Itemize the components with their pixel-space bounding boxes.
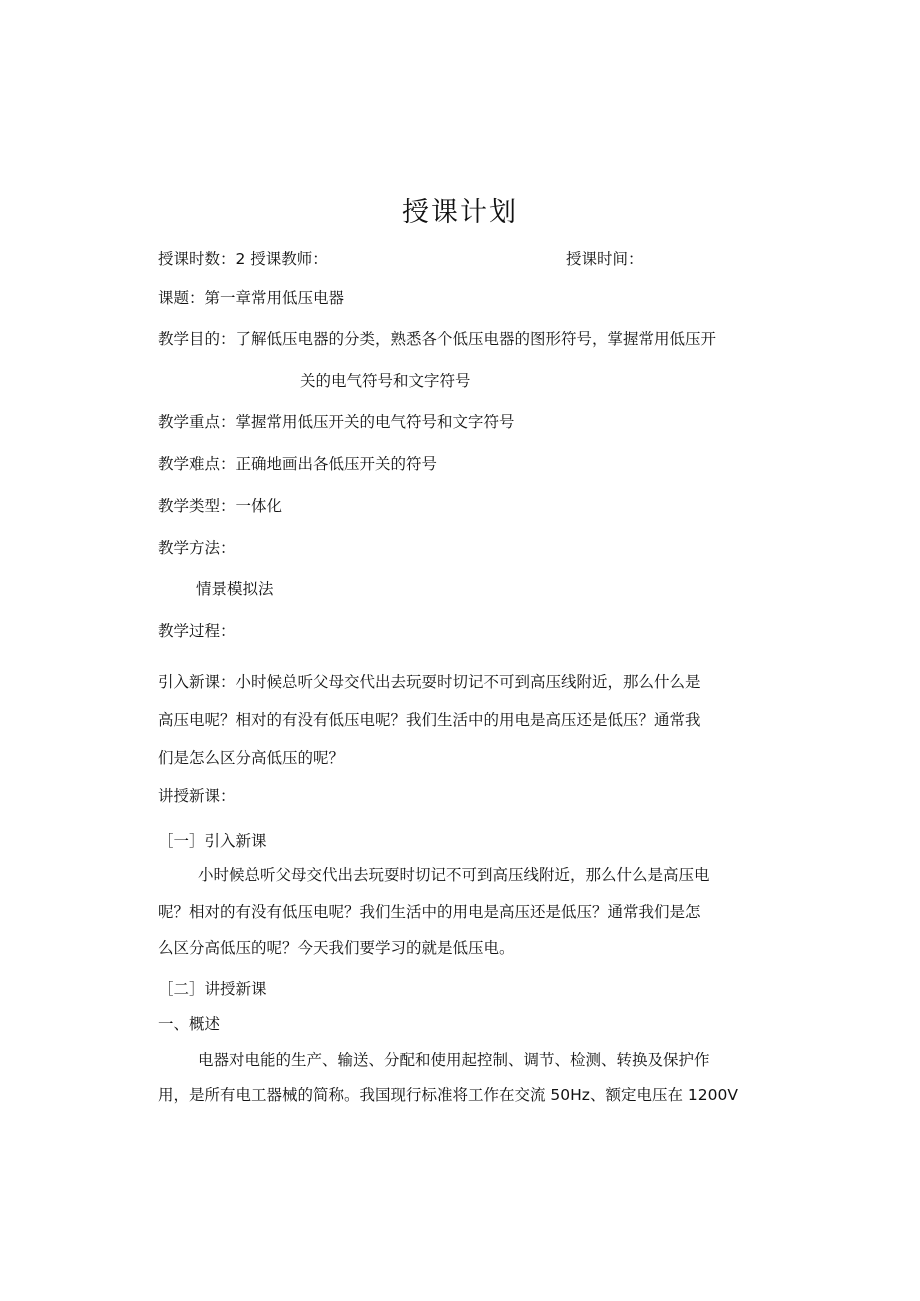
section-1-line: 呢？相对的有没有低压电呢？我们生活中的用电是高压还是低压？通常我们是怎 bbox=[158, 903, 701, 921]
intro-line: 高压电呢？相对的有没有低压电呢？我们生活中的用电是高压还是低压？通常我 bbox=[158, 711, 701, 729]
method-label: 教学方法： bbox=[158, 539, 236, 557]
section-2-heading: ［二］讲授新课 bbox=[158, 980, 267, 998]
section-1-line: 么区分高低压的呢？今天我们要学习的就是低压电。 bbox=[158, 939, 515, 957]
intro-line: 引入新课：小时候总听父母交代出去玩耍时切记不可到高压线附近，那么什么是 bbox=[158, 673, 701, 691]
process-label: 教学过程： bbox=[158, 622, 236, 640]
objective-line-1: 教学目的：了解低压电器的分类，熟悉各个低压电器的图形符号，掌握常用低压开 bbox=[158, 330, 717, 348]
overview-line: 用，是所有电工器械的简称。我国现行标准将工作在交流 50Hz、额定电压在 1200V bbox=[158, 1086, 738, 1104]
method-value: 情景模拟法 bbox=[196, 580, 274, 598]
lecture-label: 讲授新课： bbox=[158, 787, 236, 805]
difficulty: 教学难点：正确地画出各低压开关的符号 bbox=[158, 455, 438, 473]
document-title: 授课计划 bbox=[402, 197, 518, 228]
topic: 课题：第一章常用低压电器 bbox=[158, 289, 345, 307]
objective-line-2: 关的电气符号和文字符号 bbox=[300, 372, 471, 390]
teaching-type: 教学类型：一体化 bbox=[158, 497, 283, 515]
section-1-line: 小时候总听父母交代出去玩耍时切记不可到高压线附近，那么什么是高压电 bbox=[198, 866, 710, 884]
overview-line: 电器对电能的生产、输送、分配和使用起控制、调节、检测、转换及保护作 bbox=[198, 1051, 710, 1069]
meta-time: 授课时间： bbox=[566, 250, 644, 268]
meta-hours-teacher: 授课时数：2 授课教师： bbox=[158, 250, 328, 268]
section-1-heading: ［一］引入新课 bbox=[158, 832, 267, 850]
intro-line: 们是怎么区分高低压的呢？ bbox=[158, 749, 345, 767]
overview-heading: 一、概述 bbox=[158, 1015, 221, 1033]
key-point: 教学重点：掌握常用低压开关的电气符号和文字符号 bbox=[158, 413, 515, 431]
